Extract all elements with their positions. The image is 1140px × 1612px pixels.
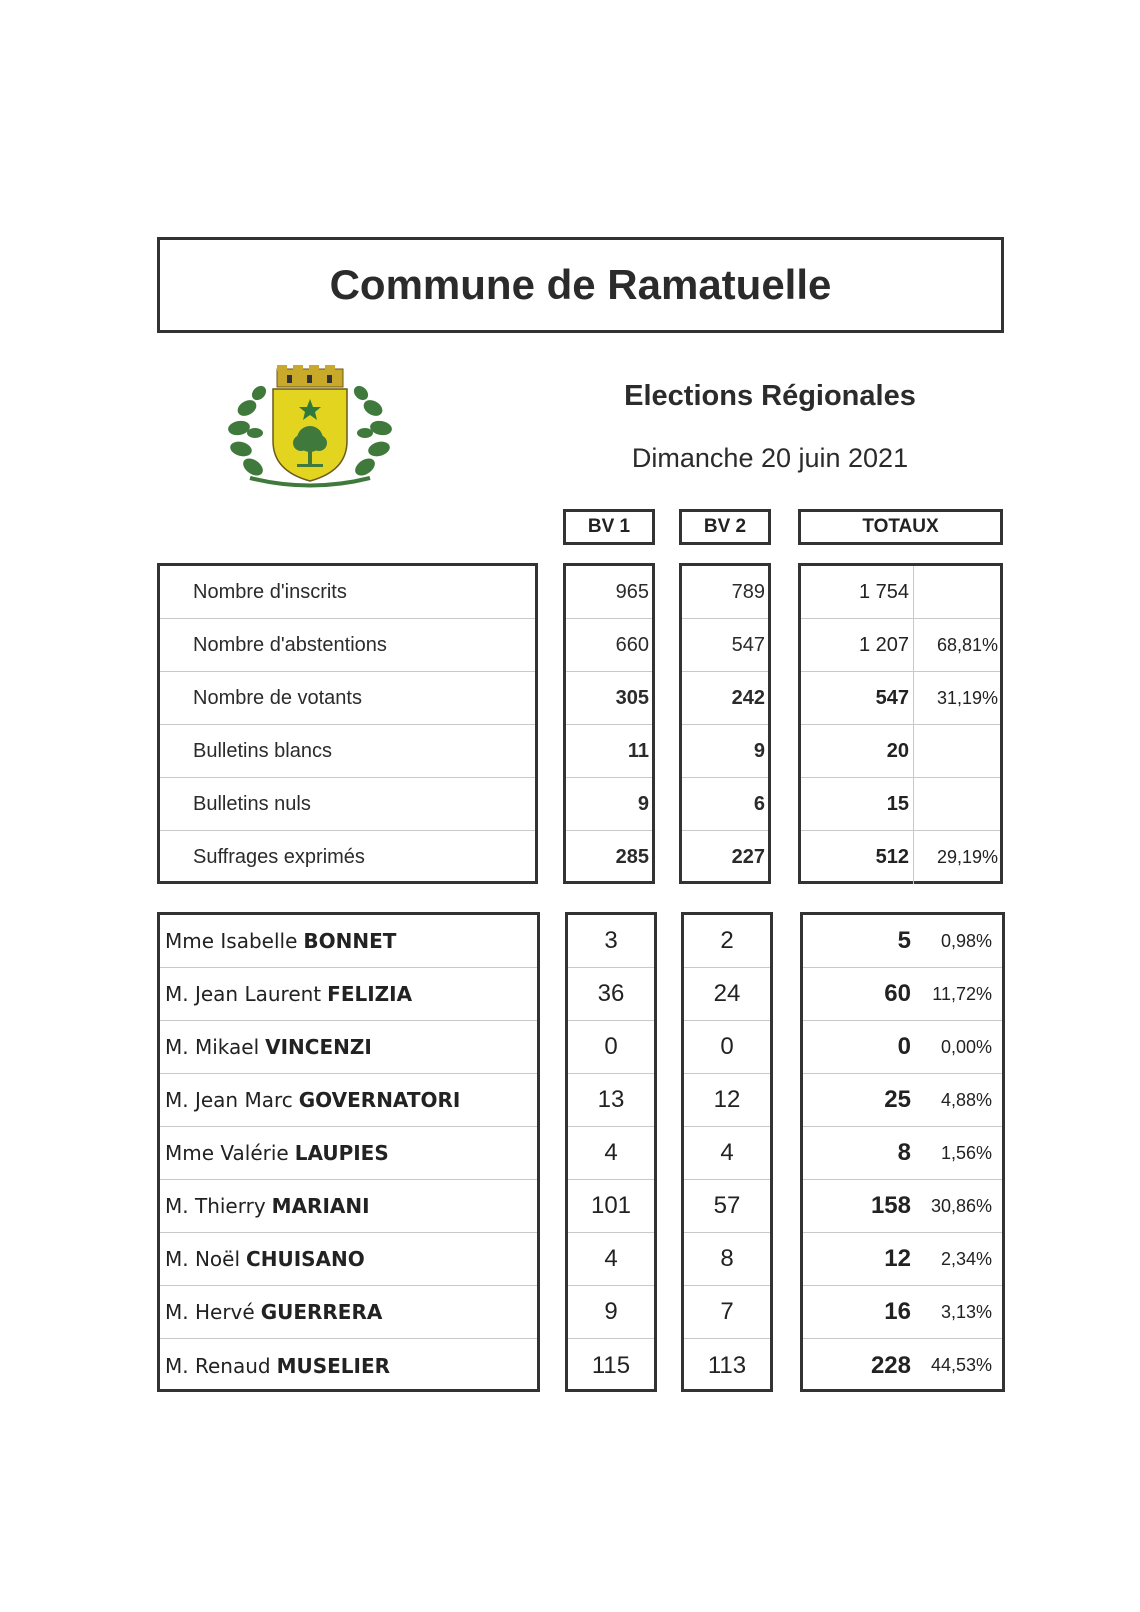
candidate-total-pct: 4,88%: [940, 1089, 992, 1110]
stat-bv1-value: 9: [566, 778, 652, 831]
candidate-bv1-votes: 0: [568, 1021, 654, 1074]
candidate-bv2-votes: 57: [684, 1180, 770, 1233]
stat-total-row: [801, 566, 1000, 619]
stat-label: Nombre d'inscrits: [160, 566, 535, 619]
candidate-first-name: M. Jean Laurent: [165, 982, 322, 1006]
stat-bv2-value: 242: [682, 672, 768, 725]
stat-bv2-value: 547: [682, 619, 768, 672]
stat-bv2-value: 6: [682, 778, 768, 831]
stat-total-value: 20: [886, 739, 909, 762]
candidate-total-votes: 5: [897, 927, 911, 954]
candidate-bv1-votes: 3: [568, 915, 654, 968]
candidate-total-votes: 8: [897, 1139, 911, 1166]
candidate-bv1-votes: 4: [568, 1233, 654, 1286]
stat-total-row: [801, 725, 1000, 778]
stat-bv2-value: 227: [731, 846, 765, 868]
candidate-name: [160, 1180, 537, 1233]
candidate-total-votes: 60: [884, 980, 911, 1007]
candidate-bv1-votes: 9: [568, 1286, 654, 1339]
candidate-name: [160, 968, 537, 1021]
stats-labels-table: [157, 563, 538, 884]
header-bv2: BV 2: [679, 509, 771, 545]
candidate-bv2-votes: 113: [707, 1351, 747, 1379]
candidate-total-row: [803, 968, 1002, 1021]
candidates-names-table: [157, 912, 540, 1392]
stat-total-value: 15: [886, 792, 909, 815]
stat-label: Bulletins nuls: [160, 778, 535, 831]
candidate-bv1-votes: 115: [591, 1351, 631, 1379]
candidate-total-row: [803, 1339, 1002, 1392]
page-title: Commune de Ramatuelle: [329, 261, 832, 308]
candidate-name: [160, 1127, 537, 1180]
candidate-bv1-votes: 4: [568, 1127, 654, 1180]
candidate-last-name: MUSELIER: [276, 1353, 391, 1378]
candidate-last-name: FELIZIA: [327, 982, 413, 1006]
candidate-total-row: [803, 1180, 1002, 1233]
candidate-name: [160, 1074, 537, 1127]
candidate-total-pct: 3,13%: [940, 1301, 992, 1322]
candidate-total-pct: 2,34%: [940, 1248, 992, 1269]
candidate-first-name: Mme Isabelle: [165, 929, 298, 953]
coat-of-arms-icon: [225, 363, 395, 498]
candidate-bv2-votes: 2: [684, 915, 770, 968]
stat-total-pct: 68,81%: [913, 619, 1000, 671]
stat-bv1-value: 285: [615, 846, 649, 868]
candidate-total-pct: 0,00%: [940, 1036, 992, 1057]
candidates-totaux-table: [800, 912, 1005, 1392]
candidate-name: [160, 1286, 537, 1339]
candidate-total-votes: 12: [884, 1245, 911, 1272]
stat-total-row: [801, 831, 1000, 884]
stat-label: Suffrages exprimés: [193, 846, 365, 868]
stat-bv1-value: 11: [566, 725, 652, 778]
candidate-first-name: M. Thierry: [165, 1194, 266, 1218]
stat-total-pct: [913, 778, 1000, 830]
stats-totaux-table: [798, 563, 1003, 884]
candidate-bv2-votes: 8: [684, 1233, 770, 1286]
candidate-total-pct: 0,98%: [940, 930, 992, 951]
candidate-bv2-votes: 24: [684, 968, 770, 1021]
candidate-last-name: LAUPIES: [294, 1141, 389, 1165]
candidate-bv2-votes: 7: [684, 1286, 770, 1339]
candidate-last-name: GUERRERA: [260, 1300, 383, 1324]
title-box: [157, 237, 1004, 333]
stat-total-pct: [913, 566, 1000, 618]
stat-label: Bulletins blancs: [160, 725, 535, 778]
candidate-total-row: [803, 1074, 1002, 1127]
stat-bv2-value: 789: [682, 566, 768, 619]
header-totaux: TOTAUX: [798, 509, 1003, 545]
candidate-first-name: M. Noël: [165, 1247, 241, 1271]
stat-total-value: 547: [875, 686, 909, 709]
candidate-bv2-votes: 0: [684, 1021, 770, 1074]
candidate-total-pct: 11,72%: [932, 983, 992, 1004]
candidates-bv1-table: [565, 912, 657, 1392]
candidate-name: [160, 1233, 537, 1286]
candidate-total-pct: 1,56%: [940, 1142, 992, 1163]
stat-label: Nombre d'abstentions: [160, 619, 535, 672]
candidate-total-row: [803, 915, 1002, 968]
candidate-first-name: Mme Valérie: [165, 1141, 289, 1165]
candidate-bv1-votes: 13: [568, 1074, 654, 1127]
candidate-total-pct: 44,53%: [930, 1355, 992, 1375]
candidate-last-name: MARIANI: [271, 1194, 370, 1218]
candidate-total-votes: 25: [884, 1086, 911, 1113]
candidate-bv1-votes: 36: [568, 968, 654, 1021]
header-bv1: BV 1: [563, 509, 655, 545]
candidate-name: [160, 915, 537, 968]
candidate-first-name: M. Renaud: [165, 1353, 271, 1378]
stat-total-row: [801, 619, 1000, 672]
candidate-last-name: CHUISANO: [246, 1247, 365, 1271]
candidate-bv1-votes: 101: [568, 1180, 654, 1233]
stat-total-pct: 31,19%: [913, 672, 1000, 724]
stat-total-row: [801, 672, 1000, 725]
candidate-total-votes: 0: [897, 1033, 911, 1060]
candidate-bv2-votes: 4: [684, 1127, 770, 1180]
candidate-total-row: [803, 1233, 1002, 1286]
stat-total-pct: [913, 725, 1000, 777]
stat-bv1-value: 965: [566, 566, 652, 619]
candidate-last-name: GOVERNATORI: [298, 1088, 461, 1112]
stat-label: Nombre de votants: [160, 672, 535, 725]
stat-bv1-value: 305: [566, 672, 652, 725]
stat-bv2-value: 9: [682, 725, 768, 778]
election-title: Elections Régionales: [624, 380, 916, 412]
candidate-total-votes: 158: [870, 1192, 911, 1219]
stat-total-value: 512: [875, 846, 909, 868]
stats-bv2-table: [679, 563, 771, 884]
candidate-last-name: VINCENZI: [265, 1035, 372, 1059]
candidate-total-pct: 30,86%: [930, 1195, 992, 1216]
stat-total-value: 1 207: [858, 633, 909, 656]
candidate-first-name: M. Jean Marc: [165, 1088, 293, 1112]
candidates-bv2-table: [681, 912, 773, 1392]
candidate-last-name: BONNET: [303, 929, 397, 953]
candidate-name: [160, 1021, 537, 1074]
election-date: Dimanche 20 juin 2021: [631, 443, 909, 473]
candidate-total-votes: 228: [870, 1351, 911, 1379]
stat-total-pct: 29,19%: [913, 831, 1000, 884]
stat-total-row: [801, 778, 1000, 831]
stat-bv1-value: 660: [566, 619, 652, 672]
candidate-total-row: [803, 1021, 1002, 1074]
candidate-name: [160, 1339, 537, 1392]
stats-bv1-table: [563, 563, 655, 884]
candidate-first-name: M. Hervé: [165, 1300, 255, 1324]
candidate-first-name: M. Mikael: [165, 1035, 260, 1059]
candidate-bv2-votes: 12: [684, 1074, 770, 1127]
candidate-total-row: [803, 1127, 1002, 1180]
stat-total-value: 1 754: [858, 580, 909, 603]
candidate-total-row: [803, 1286, 1002, 1339]
candidate-total-votes: 16: [884, 1298, 911, 1325]
